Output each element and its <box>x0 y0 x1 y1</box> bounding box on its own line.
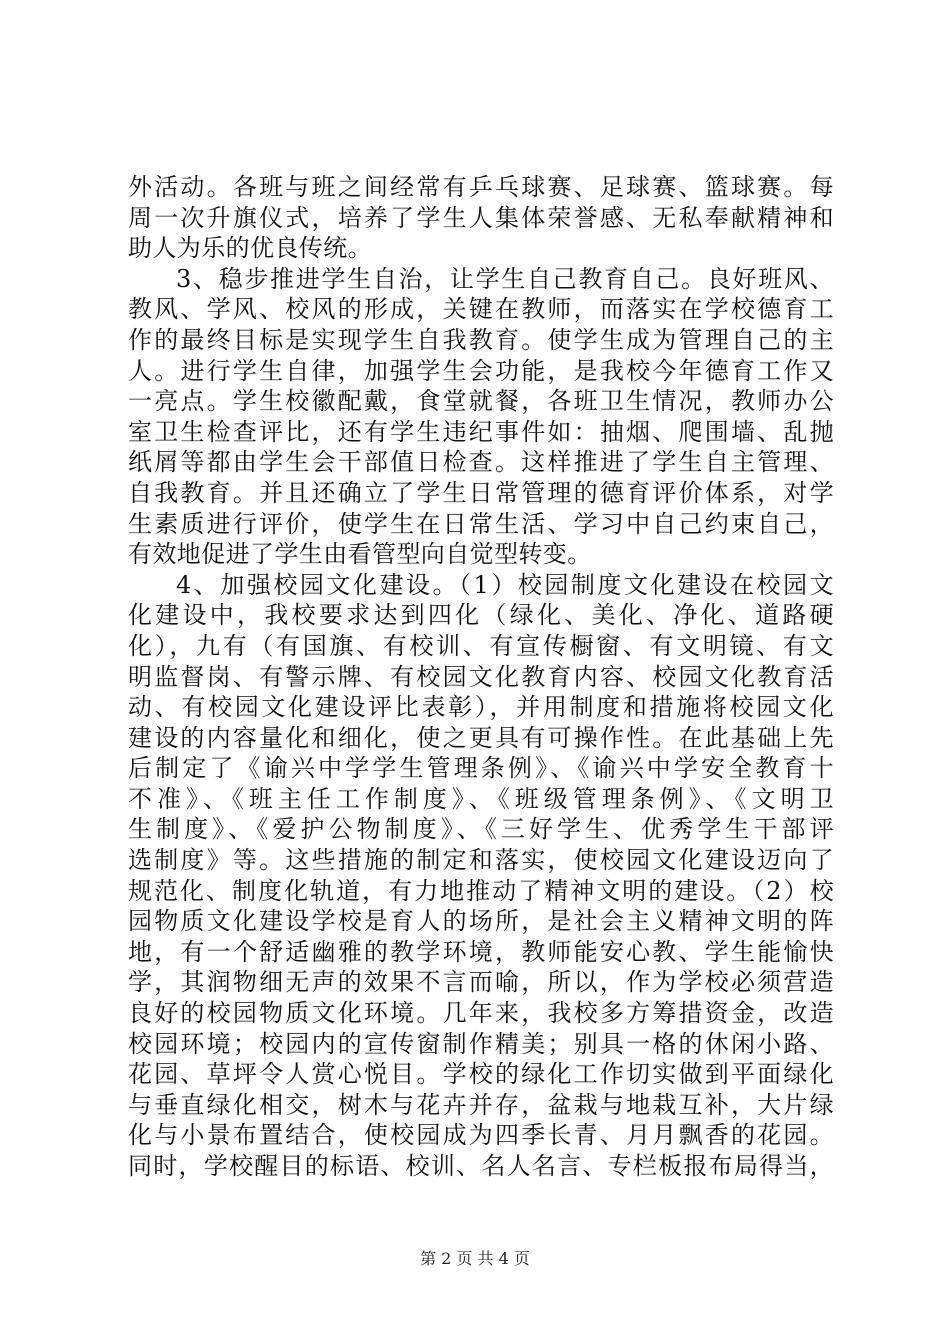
page-number: 第 2 页 共 4 页 <box>420 1249 530 1268</box>
text-line: 教风、学风、校风的形成，关键在教师，而落实在学校德育工 <box>128 295 834 324</box>
text-line: 花园、草坪令人赏心悦目。学校的绿化工作切实做到平面绿化 <box>128 1060 834 1089</box>
text-line: 同时，学校醒目的标语、校训、名人名言、专栏板报布局得当， <box>128 1152 834 1180</box>
text-line: 室卫生检查评比，还有学生违纪事件如：抽烟、爬围墙、乱抛 <box>128 417 834 446</box>
text-line: 后制定了《谕兴中学学生管理条例》、《谕兴中学安全教育十 <box>128 754 834 783</box>
text-line: 化建设中，我校要求达到四化（绿化、美化、净化、道路硬 <box>128 601 834 630</box>
text-line: 学，其润物细无声的效果不言而喻，所以，作为学校必须营造 <box>128 968 834 997</box>
text-line: 外活动。各班与班之间经常有乒乓球赛、足球赛、篮球赛。每 <box>128 173 834 201</box>
text-line: 有效地促进了学生由看管型向自觉型转变。 <box>128 540 592 569</box>
text-line: 纸屑等都由学生会干部值日检查。这样推进了学生自主管理、 <box>128 448 834 477</box>
text-line: 明监督岗、有警示牌、有校园文化教育内容、校园文化教育活 <box>128 662 834 691</box>
text-line: 化），九有（有国旗、有校训、有宣传橱窗、有文明镜、有文 <box>128 631 834 660</box>
text-line: 人。进行学生自律，加强学生会功能，是我校今年德育工作又 <box>128 356 834 385</box>
text-line: 园物质文化建设学校是育人的场所，是社会主义精神文明的阵 <box>128 907 834 936</box>
text-line: 助人为乐的优良传统。 <box>128 234 372 263</box>
text-line: 化与小景布置结合，使校园成为四季长青、月月飘香的花园。 <box>128 1121 834 1150</box>
text-line: 4、加强校园文化建设。（1）校园制度文化建设在校园文 <box>176 570 834 599</box>
text-line: 周一次升旗仪式，培养了学生人集体荣誉感、无私奉献精神和 <box>128 203 834 232</box>
text-line: 3、稳步推进学生自治，让学生自己教育自己。良好班风、 <box>176 264 834 293</box>
text-line: 与垂直绿化相交，树木与花卉并存，盆栽与地栽互补，大片绿 <box>128 1090 834 1119</box>
text-line: 一亮点。学生校徽配戴，食堂就餐，各班卫生情况，教师办公 <box>128 387 834 416</box>
text-line: 生素质进行评价，使学生在日常生活、学习中自己约束自己， <box>128 509 834 538</box>
text-line: 地，有一个舒适幽雅的教学环境，教师能安心教、学生能愉快 <box>128 937 834 966</box>
text-line: 动、有校园文化建设评比表彰），并用制度和措施将校园文化 <box>128 693 834 722</box>
text-line: 良好的校园物质文化环境。几年来，我校多方筹措资金，改造 <box>128 999 834 1028</box>
text-line: 建设的内容量化和细化，使之更具有可操作性。在此基础上先 <box>128 723 834 752</box>
text-line: 自我教育。并且还确立了学生日常管理的德育评价体系，对学 <box>128 478 834 507</box>
text-line: 选制度》等。这些措施的制定和落实，使校园文化建设迈向了 <box>128 846 834 875</box>
body-text <box>128 172 834 1182</box>
text-line: 生制度》、《爱护公物制度》、《三好学生、优秀学生干部评 <box>128 815 834 844</box>
text-line: 作的最终目标是实现学生自我教育。使学生成为管理自己的主 <box>128 325 834 354</box>
text-line: 规范化、制度化轨道，有力地推动了精神文明的建设。（2）校 <box>128 876 834 905</box>
text-line: 校园环境；校园内的宣传窗制作精美；别具一格的休闲小路、 <box>128 1029 834 1058</box>
text-line: 不准》、《班主任工作制度》、《班级管理条例》、《文明卫 <box>128 784 834 813</box>
